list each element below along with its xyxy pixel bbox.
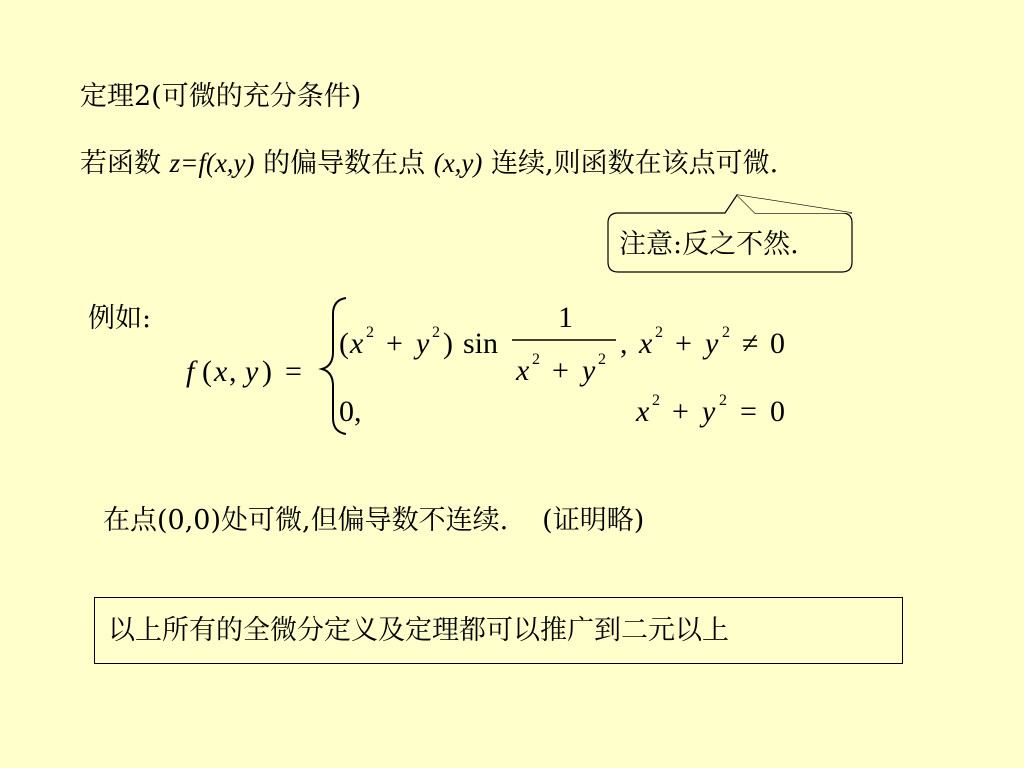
statement-prefix: 若函数 bbox=[80, 148, 170, 179]
statement-point: (x,y) bbox=[433, 148, 483, 178]
svg-text:2: 2 bbox=[655, 324, 663, 341]
svg-text:): ) bbox=[262, 355, 272, 388]
svg-text:+: + bbox=[386, 327, 403, 360]
svg-text:=: = bbox=[740, 395, 757, 428]
svg-text:2: 2 bbox=[719, 392, 727, 409]
svg-text:2: 2 bbox=[722, 324, 730, 341]
callout-text: 注意:反之不然. bbox=[619, 229, 799, 260]
svg-text:y: y bbox=[702, 395, 716, 428]
remark-note: (证明略) bbox=[542, 505, 645, 536]
svg-text:2: 2 bbox=[598, 351, 606, 368]
statement-function: z=f(x,y) bbox=[169, 148, 255, 178]
svg-text:y: y bbox=[416, 327, 430, 360]
remark bbox=[103, 507, 644, 534]
svg-text:sin: sin bbox=[463, 327, 499, 360]
svg-text:): ) bbox=[443, 327, 453, 360]
svg-text:0: 0 bbox=[770, 327, 785, 360]
svg-text:y: y bbox=[582, 354, 596, 387]
svg-text:y: y bbox=[245, 355, 259, 388]
svg-text:y: y bbox=[705, 327, 719, 360]
statement-mid: 的偏导数在点 bbox=[254, 148, 434, 179]
svg-text:+: + bbox=[552, 354, 569, 387]
statement-suffix: 连续,则函数在该点可微. bbox=[482, 148, 779, 179]
example-label: 例如: bbox=[88, 303, 152, 334]
svg-text:≠: ≠ bbox=[742, 327, 759, 360]
theorem-title: 定理2(可微的充分条件) bbox=[80, 81, 362, 112]
svg-text:,: , bbox=[229, 355, 237, 388]
svg-text:1: 1 bbox=[558, 301, 573, 334]
svg-text:f: f bbox=[186, 355, 195, 388]
svg-text:x: x bbox=[214, 355, 228, 388]
svg-text:+: + bbox=[672, 395, 689, 428]
svg-text:,: , bbox=[620, 327, 628, 360]
svg-text:=: = bbox=[285, 355, 302, 388]
svg-text:2: 2 bbox=[532, 351, 540, 368]
svg-text:(: ( bbox=[339, 327, 349, 360]
svg-text:(: ( bbox=[202, 355, 212, 388]
remark-text: 在点(0,0)处可微,但偏导数不连续. bbox=[103, 505, 509, 536]
svg-text:x: x bbox=[350, 327, 364, 360]
svg-text:+: + bbox=[675, 327, 692, 360]
svg-text:0: 0 bbox=[770, 395, 785, 428]
svg-text:x: x bbox=[636, 395, 650, 428]
summary-text: 以上所有的全微分定义及定理都可以推广到二元以上 bbox=[108, 615, 729, 646]
svg-text:2: 2 bbox=[366, 324, 374, 341]
svg-text:2: 2 bbox=[652, 392, 660, 409]
svg-text:2: 2 bbox=[432, 324, 440, 341]
svg-text:0,: 0, bbox=[339, 395, 362, 428]
svg-text:x: x bbox=[639, 327, 653, 360]
svg-text:x: x bbox=[516, 354, 530, 387]
